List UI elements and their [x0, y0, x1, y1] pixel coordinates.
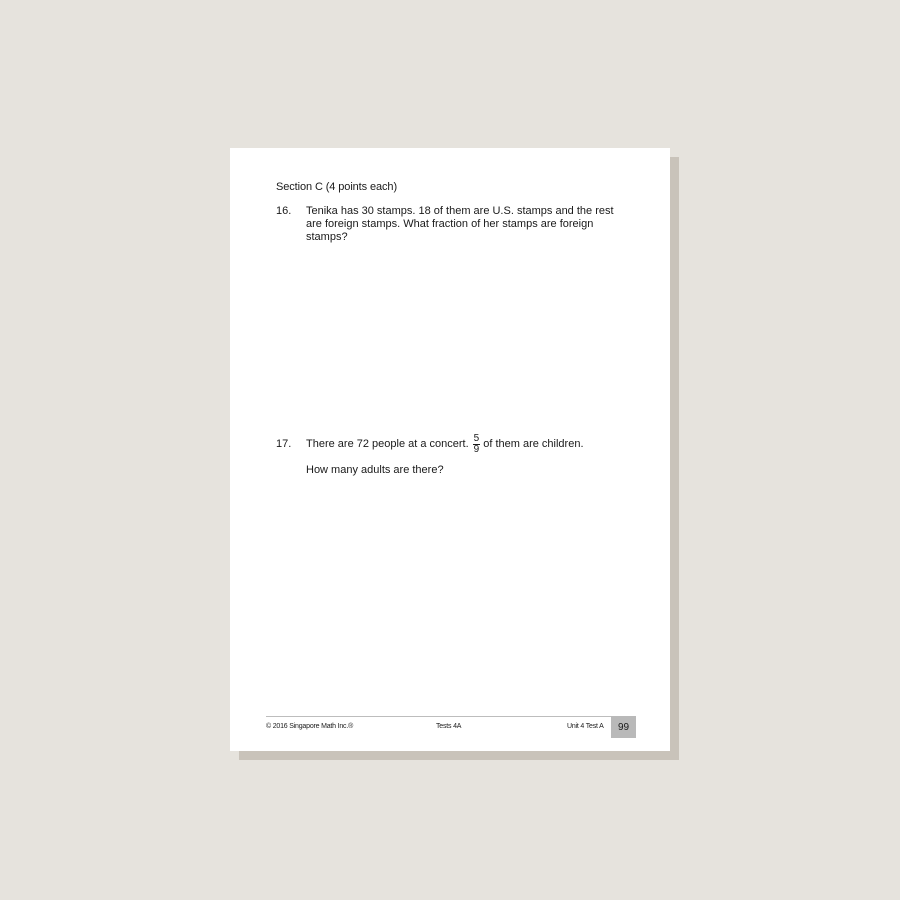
fraction-numerator: 5 [473, 432, 480, 444]
footer-unit-label: Unit 4 Test A [567, 723, 604, 730]
question-number: 17. [276, 438, 292, 450]
question-text-after: of them are children. [483, 437, 584, 450]
page-number: 99 [611, 716, 636, 738]
footer-book-title: Tests 4A [436, 723, 462, 730]
fraction-denominator: 9 [473, 443, 480, 455]
question-line [306, 432, 616, 456]
footer-copyright: © 2016 Singapore Math Inc.® [266, 723, 354, 730]
worksheet-page [230, 148, 670, 751]
fraction [473, 434, 481, 455]
section-heading: Section C (4 points each) [276, 181, 398, 193]
question-followup: How many adults are there? [306, 464, 444, 476]
question-text: Tenika has 30 stamps. 18 of them are U.S. stamps and the rest are foreign stamps. What fraction of her stamps are foreign stamps? [306, 205, 614, 243]
question-body [306, 432, 616, 477]
question-number: 16. [276, 205, 292, 217]
question-text-before: There are 72 people at a concert. [306, 437, 469, 450]
